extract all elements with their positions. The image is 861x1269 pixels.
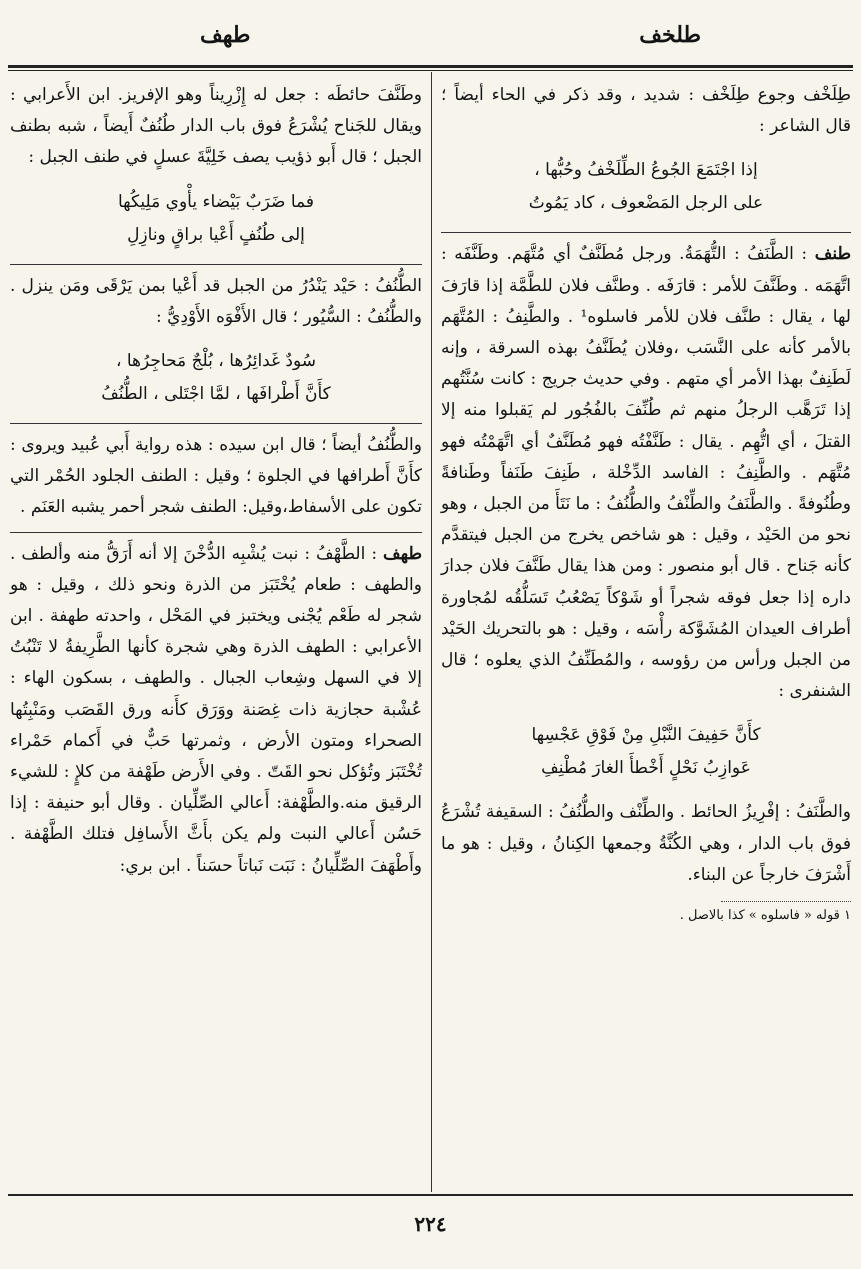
header-left-word: طهف bbox=[200, 22, 251, 48]
entry-separator bbox=[441, 232, 851, 233]
verse-line: عَوازِبُ نَحْلٍ أَخْطأَ الغارَ مُطْنِفِ bbox=[541, 758, 751, 779]
footnote: ١ قوله « فاسلوه » كذا بالاصل . bbox=[679, 908, 851, 924]
verse bbox=[10, 345, 422, 411]
verse bbox=[10, 186, 422, 252]
verse-line: فما ضَرَبٌ بَيْضاء يأْوي مَلِيكُها bbox=[117, 191, 315, 212]
entry-tunuf-text: الطُّنُفُ : حَيْد يَنْدُرُ من الجبل قد أَعْيا بمن يَرْقَى ومَن ينزل . والطُّنُفُ : السُّيُور ؛ قال الأَفْوَه الأَوْدِيُّ : bbox=[10, 275, 422, 327]
verse-line: كأَنَّ حَفِيفَ النَّبْلِ مِنْ فَوْقِ عَجْسِها bbox=[531, 725, 761, 746]
top-rule-thin bbox=[8, 70, 853, 71]
entry-headword: طهف bbox=[383, 543, 422, 564]
entry-tahf-text: : الطَّهْفُ : نبت يُشْبِه الدُّخْنَ إلا أنه أَرَقُّ منه وألطف . والطهف : طعام يُخْتَبَز من الذرة ونحو ذلك ، وقيل : هو شجر له طَعْم يُجْنى ويختبز في المَحْل ، واحدته طهفة . ابن الأعرابي : الطهف الذرة وهي شجرة كأنها الطَّرِيفةُ لا تَنْبُتُ إلا في السهل وشِعاب الجبال . والطهف ، بسكون الهاء : عُشْبة حجازية ذات غِصَنة ووَرَق كأَنه ورق القَصَب ومَنْبِتُها الصحراء ومتون الأرض ، وثمرتها حَبٌّ في أَكمام حَمْراء تُخْتَبَز وتُؤكل نحو القَتّ . وفي الأَرض طَهْفة من كلإٍ : للشيء الرقيق منه.والطَّهْفة: أَعالي الصِّلِّيان . وقال أبو حنيفة : إذا حَسُن أَعالي النبت ولم يكن بأَثَّ الأَسافِل فتلك الطَّهْفة . وأَطْهَفَ الصِّلِّيانُ : نَبَت نَباتاً حسَناً . ابن بري: bbox=[10, 543, 422, 876]
page-number: ٢٢٤ bbox=[414, 1212, 447, 1236]
entry-tunuf-cont-text: والطُّنُفُ أيضاً ؛ قال ابن سيده : هذه رواية أَبي عُبيد ويروى : كأَنَّ أَطرافها في الجلوة ؛ وقيل : الطنف الجلود الحُمْر التي تكون على الأسفاط،وقيل: الطنف شجر أحمر يشبه العَنَم . bbox=[10, 435, 422, 518]
entry-tahf bbox=[10, 539, 422, 882]
left-column bbox=[10, 80, 422, 882]
entry-tanaf-text: : الطَّنَفُ : التُّهَمَةُ. ورجل مُطَنَّفٌ أي مُتَّهَم. وطَنَّفَه : اتَّهَمَه . وطَنَّفَ للأمر : قارَفَه . وطنَّف فلان للطَّمَّة إذا قارَفَ لها ، يقال : طنَّف فلان للأمر فاسلوه¹ . والطَّنِفُ : المُتَّهَم بالأمر كأنه على النَّسَب ،وفلان يُطَنَّفُ بهذه السرقة ، وإنه لَطَنِفٌ بهذا الأمر أي متهم . وفي حديث جريج : كانت سُنَّتُهم إذا تَرَهَّب الرجلُ منهم ثم طُنِّفَ بالفُجُور لم يَقبلوا منه إلا القتلَ ، أي اتُّهِم . يقال : طَنَّفْتُه فهو مُطَنَّفٌ أي اتَّهَمْتُه فهو مُتَّهَم . والطَّنِفُ : الفاسد الدِّخْلة ، طَنِفَ طَنَفاً وطَنافةً وطُنُوفةً . والطَّنَفُ والطِّنْفُ والطُّنُفُ : ما نَتَأَ من الجبل ، وهو نحو من الحَيْد ، وقيل : هو شاخص يخرج من الجبل فيتقدَّم كأنه جَناح . قال أبو منصور : ومن هذا يقال طَنَّفَ فلان جدارَ داره إذا جعل فوقه شجراً أو شَوْكاً يَصْعُبُ تَسَلُّقُه لمُجاورة أطراف العيدان المُشَوَّكة رأْسَه ، وقيل : هو بالتحريك الحَيْد من الجبل ورأس من رؤوسه ، والمُطَنِّفُ الذي يعلوه ؛ قال الشنفرى : bbox=[441, 244, 851, 702]
verse bbox=[441, 154, 851, 220]
entry-separator bbox=[10, 264, 422, 265]
entry-talakhf-text: طِلَخْف وجوع طِلَخْف : شديد ، وقد ذكر في الحاء أيضاً ؛ قال الشاعر : bbox=[441, 85, 851, 137]
entry-tanaf bbox=[441, 239, 851, 707]
column-divider bbox=[431, 72, 432, 1192]
entry-tanaf-cont-text: وطَنَّفَ حائطَه : جعل له إِزْرِيناً وهو الإفريز. ابن الأَعرابي : ويقال للجَناح يُشْرَعُ فوق باب الدار طُنُفٌ أَيضاً ، شبه بطنف الجبل ؛ قال أَبو ذؤيب يصف خَلِيَّةَ عسلٍ في طنف الجبل : bbox=[10, 85, 422, 168]
header-right-word: طلخف bbox=[639, 22, 701, 48]
verse-line: سُودٌ غَدائِرُها ، بُلْجٌ مَحاجِرُها ، bbox=[115, 351, 316, 372]
top-rule bbox=[8, 65, 853, 68]
verse-line: على الرجل المَضْعوف ، كاد يَمُوتُ bbox=[528, 193, 764, 214]
entry-tanaf-continued: والطَّنَفُ : إفْرِيزُ الحائط . والطِّنْف والطُّنُفُ : السقيفة تُشْرَعُ فوق باب الدار ، وهي الكُنَّةُ وجمعها الكِنانُ ، وقيل : هو ما أَشْرَفَ خارجاً عن البناء. bbox=[441, 802, 851, 885]
verse-line: كأَنَّ أَطْرافَها ، لمَّا اجْتَلى ، الطُّنُفُ bbox=[101, 384, 331, 405]
verse bbox=[441, 719, 851, 785]
verse-line: إلى طُنُفٍ أَعْيا براقٍ ونازِلِ bbox=[127, 224, 305, 245]
bottom-rule bbox=[8, 1194, 853, 1196]
right-column bbox=[441, 80, 851, 926]
entry-headword: طنف bbox=[814, 244, 851, 265]
entry-separator bbox=[10, 423, 422, 424]
entry-separator bbox=[10, 532, 422, 533]
footnote-rule bbox=[721, 901, 851, 902]
verse-line: إذا اجْتَمَعَ الجُوعُ الطِّلَخْفُ وحُبُّها ، bbox=[534, 160, 758, 181]
